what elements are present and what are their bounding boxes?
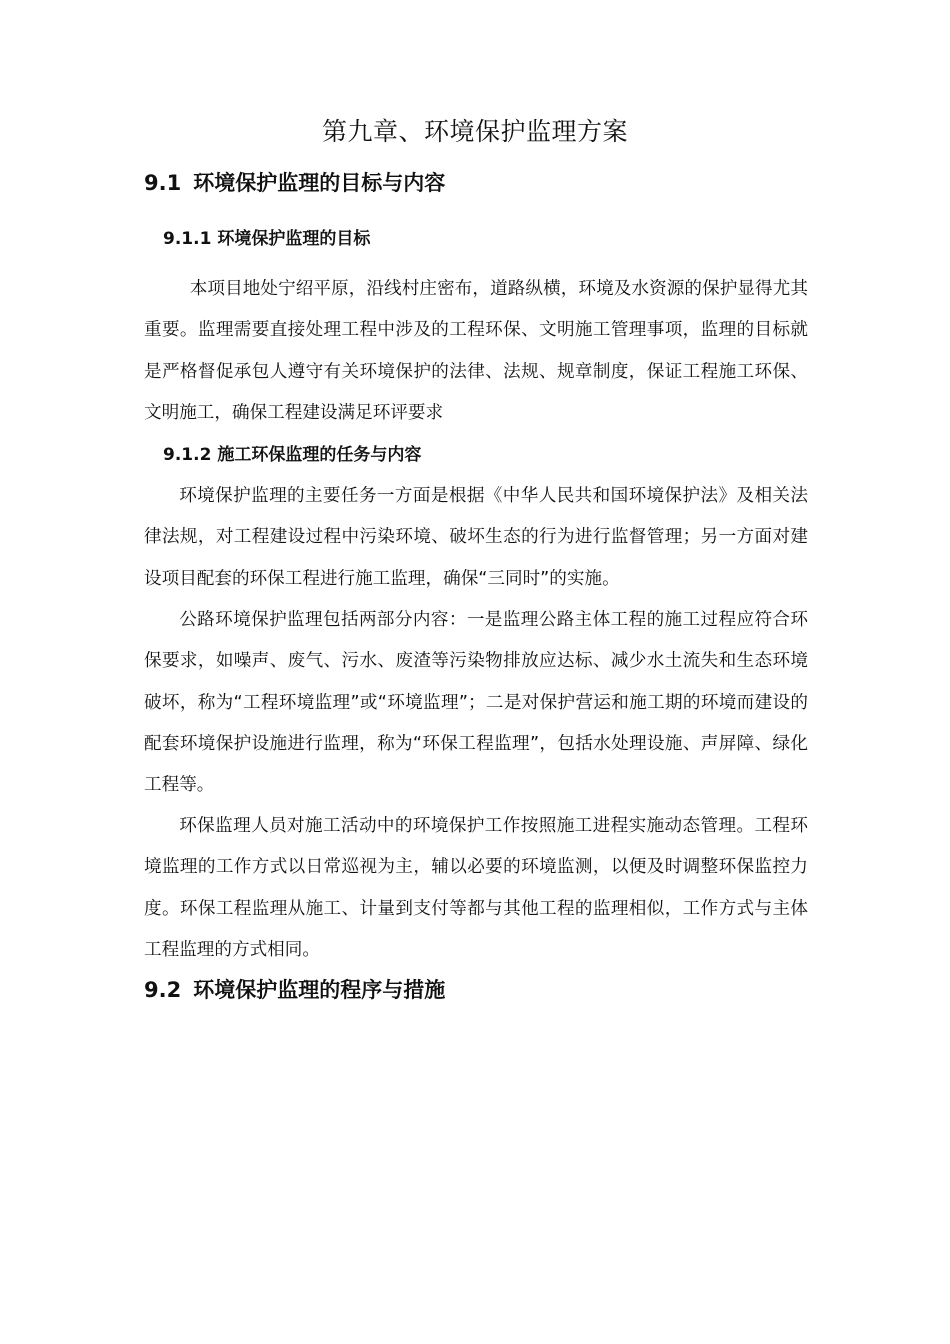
section-number: 9.2	[144, 978, 182, 1002]
subsection-heading-9-1-2: 9.1.2 施工环保监理的任务与内容	[163, 445, 422, 465]
paragraph: 公路环境保护监理包括两部分内容：一是监理公路主体工程的施工过程应符合环保要求，如噪声、废气、污水、废渣等污染物排放应达标、减少水土流失和生态环境破坏，称为“工程环境监理”或“环境监理”；二是对保护营运和施工期的环境而建设的配套环境保护设施进行监理，称为“环保工程监理”，包括水处理设施、声屏障、绿化工程等。	[144, 610, 808, 796]
paragraph: 环境保护监理的主要任务一方面是根据《中华人民共和国环境保护法》及相关法律法规，对工程建设过程中污染环境、破坏生态的行为进行监督管理；另一方面对建设项目配套的环保工程进行施工监理，确保“三同时”的实施。	[144, 486, 808, 589]
section-number: 9.1	[144, 171, 182, 195]
paragraph: 环保监理人员对施工活动中的环境保护工作按照施工进程实施动态管理。工程环境监理的工作方式以日常巡视为主，辅以必要的环境监测，以便及时调整环保监控力度。环保工程监理从施工、计量到支付等都与其他工程的监理相似，工作方式与主体工程监理的方式相同。	[144, 816, 808, 960]
paragraph: 本项目地处宁绍平原，沿线村庄密布，道路纵横，环境及水资源的保护显得尤其重要。监理需要直接处理工程中涉及的工程环保、文明施工管理事项，监理的目标就是严格督促承包人遵守有关环境保护的法律、法规、规章制度，保证工程施工环保、文明施工，确保工程建设满足环评要求	[144, 279, 808, 423]
subsection-heading-9-1-1: 9.1.1 环境保护监理的目标	[163, 229, 371, 249]
section-title: 环境保护监理的目标与内容	[193, 171, 446, 195]
section-title: 环境保护监理的程序与措施	[193, 978, 446, 1002]
chapter-title: 第九章、环境保护监理方案	[321, 117, 628, 146]
section-heading-9-1	[144, 168, 445, 198]
section-heading-9-2	[144, 975, 445, 1005]
